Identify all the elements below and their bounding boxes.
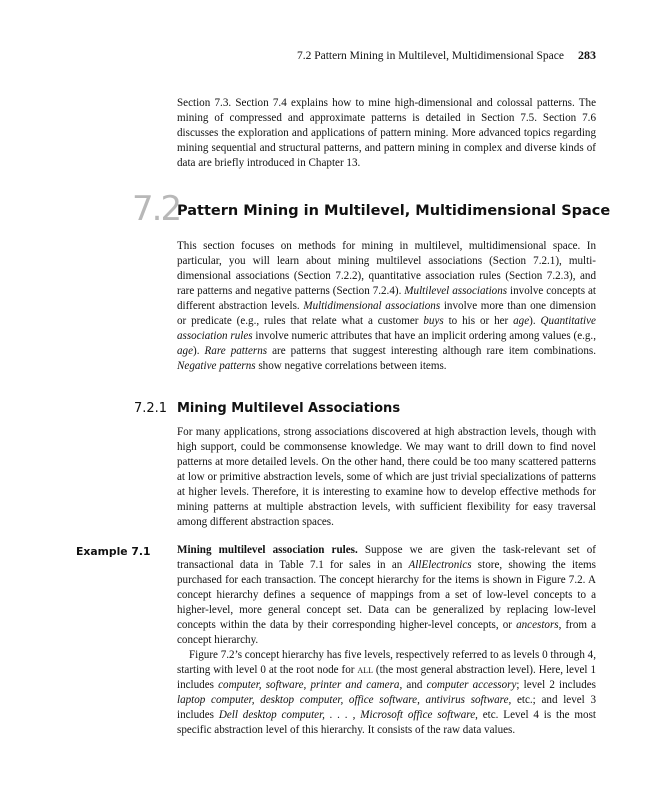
text-run: Negative patterns [177, 360, 256, 372]
text-run: buys [423, 315, 444, 327]
text-run: etc. Level 4 is the most specific abstraction level of this hierarchy. It consists of the raw data values. [177, 709, 597, 736]
text-run: Figure 7.2’s concept hierarchy has five levels, respectively referred to as levels 0 through 4, starting with level 0 at the root node for [177, 649, 596, 676]
text-run: Quantitative association rules [177, 315, 596, 342]
text-run: , from a concept hierarchy. [177, 619, 597, 646]
text-run: age [513, 315, 530, 327]
subsection-number: 7.2.1 [134, 401, 168, 416]
example-body [177, 543, 596, 738]
text-run: to his or her [443, 315, 514, 327]
running-head [297, 48, 596, 63]
section-title: Pattern Mining in Multilevel, Multidimensional Space [177, 203, 611, 219]
text-run: (the most general abstraction level). Here, level 1 includes [177, 664, 596, 691]
example-paragraph-2 [177, 648, 596, 738]
text-run: For many applications, strong associations discovered at high abstraction levels, though with high support, could be commonsense knowledge. We may want to drill down to find novel patterns at more detailed levels. On the other hand, there could be too many scattered patterns at low or primitive abstraction levels, some of which are just trivial specializations of patterns at higher levels. Therefore, it is interesting to examine how to develop effective methods for mining patterns at multiple abstraction levels, with sufficient flexibility for easy traversal among different abstraction spaces. [177, 426, 596, 528]
text-run: AllElectronics [408, 559, 472, 571]
text-run: Section 7.3. Section 7.4 explains how to mine high-dimensional and colossal patterns. The mining of compressed and approximate patterns is detailed in Section 7.5. Section 7.6 discusses the exploration and applications of pattern mining. More advanced topics regarding mining sequential and structural patterns, and pattern mining in complex and diverse kinds of data are briefly introduced in Chapter 13. [177, 97, 596, 169]
running-title: 7.2 Pattern Mining in Multilevel, Multidimensional Space [296, 50, 564, 62]
text-run: ; level 2 includes [516, 679, 596, 691]
text-run: and [402, 679, 427, 691]
text-run: This section focuses on methods for mining in multilevel, multidimensional space. In particular, you will learn about mining multilevel associations (Section 7.2.1), multi-dimensional associations (Section 7.2.2), quantitative association rules (Section 7.2.3), and rare patterns and negative patterns (Section 7.2.4). [177, 240, 596, 297]
text-run: Multidimensional associations [303, 300, 441, 312]
text-run: laptop computer, desktop computer, office software, antivirus software, [177, 694, 512, 706]
text-run: ancestors [516, 619, 559, 631]
text-run: ). [193, 345, 205, 357]
section-body [177, 239, 596, 374]
text-run: involve concepts at different abstraction levels. [177, 285, 596, 312]
text-run: all [357, 664, 373, 676]
text-run: etc.; and level 3 includes [177, 694, 596, 721]
example-label: Example 7.1 [76, 545, 151, 558]
example-paragraph-1 [177, 543, 596, 648]
text-run: involve more than one dimension or predicate (e.g., rules that relate what a customer [177, 300, 596, 327]
text-run: ). [529, 315, 541, 327]
text-run: age [177, 345, 194, 357]
text-run: computer, software, printer and camera, [218, 679, 403, 691]
text-run: involve numeric attributes that have an implicit ordering among values (e.g., [252, 330, 596, 342]
text-run: Suppose we are given the task-relevant set of transactional data in Table 7.1 for sales in an [177, 544, 596, 571]
subsection-title: Mining Multilevel Associations [177, 401, 401, 416]
text-run: computer accessory [426, 679, 517, 691]
subsection-paragraph [177, 425, 596, 530]
text-run: Dell desktop computer, . . . , Microsoft office software, [218, 709, 478, 721]
text-run: store, showing the items purchased for each transaction. The concept hierarchy for the items is shown in Figure 7.2. A concept hierarchy defines a sequence of mappings from a set of low-level concepts to a higher-level, more general concept set. Data can be generalized by replacing low-level concepts within the data by their corresponding higher-level concepts, or [177, 559, 596, 631]
subsection-body [177, 425, 596, 530]
section-number: 7.2 [132, 189, 181, 229]
section-paragraph [177, 239, 596, 374]
text-run: Rare patterns [204, 345, 268, 357]
intro-paragraph [177, 96, 596, 171]
page-number: 283 [578, 48, 596, 62]
text-run: are patterns that suggest interesting although rare item combinations. [267, 345, 596, 357]
text-run: Mining multilevel association rules. [177, 544, 358, 556]
intro-block [177, 96, 596, 171]
text-run: Multilevel associations [404, 285, 508, 297]
text-run: show negative correlations between items. [255, 360, 447, 372]
